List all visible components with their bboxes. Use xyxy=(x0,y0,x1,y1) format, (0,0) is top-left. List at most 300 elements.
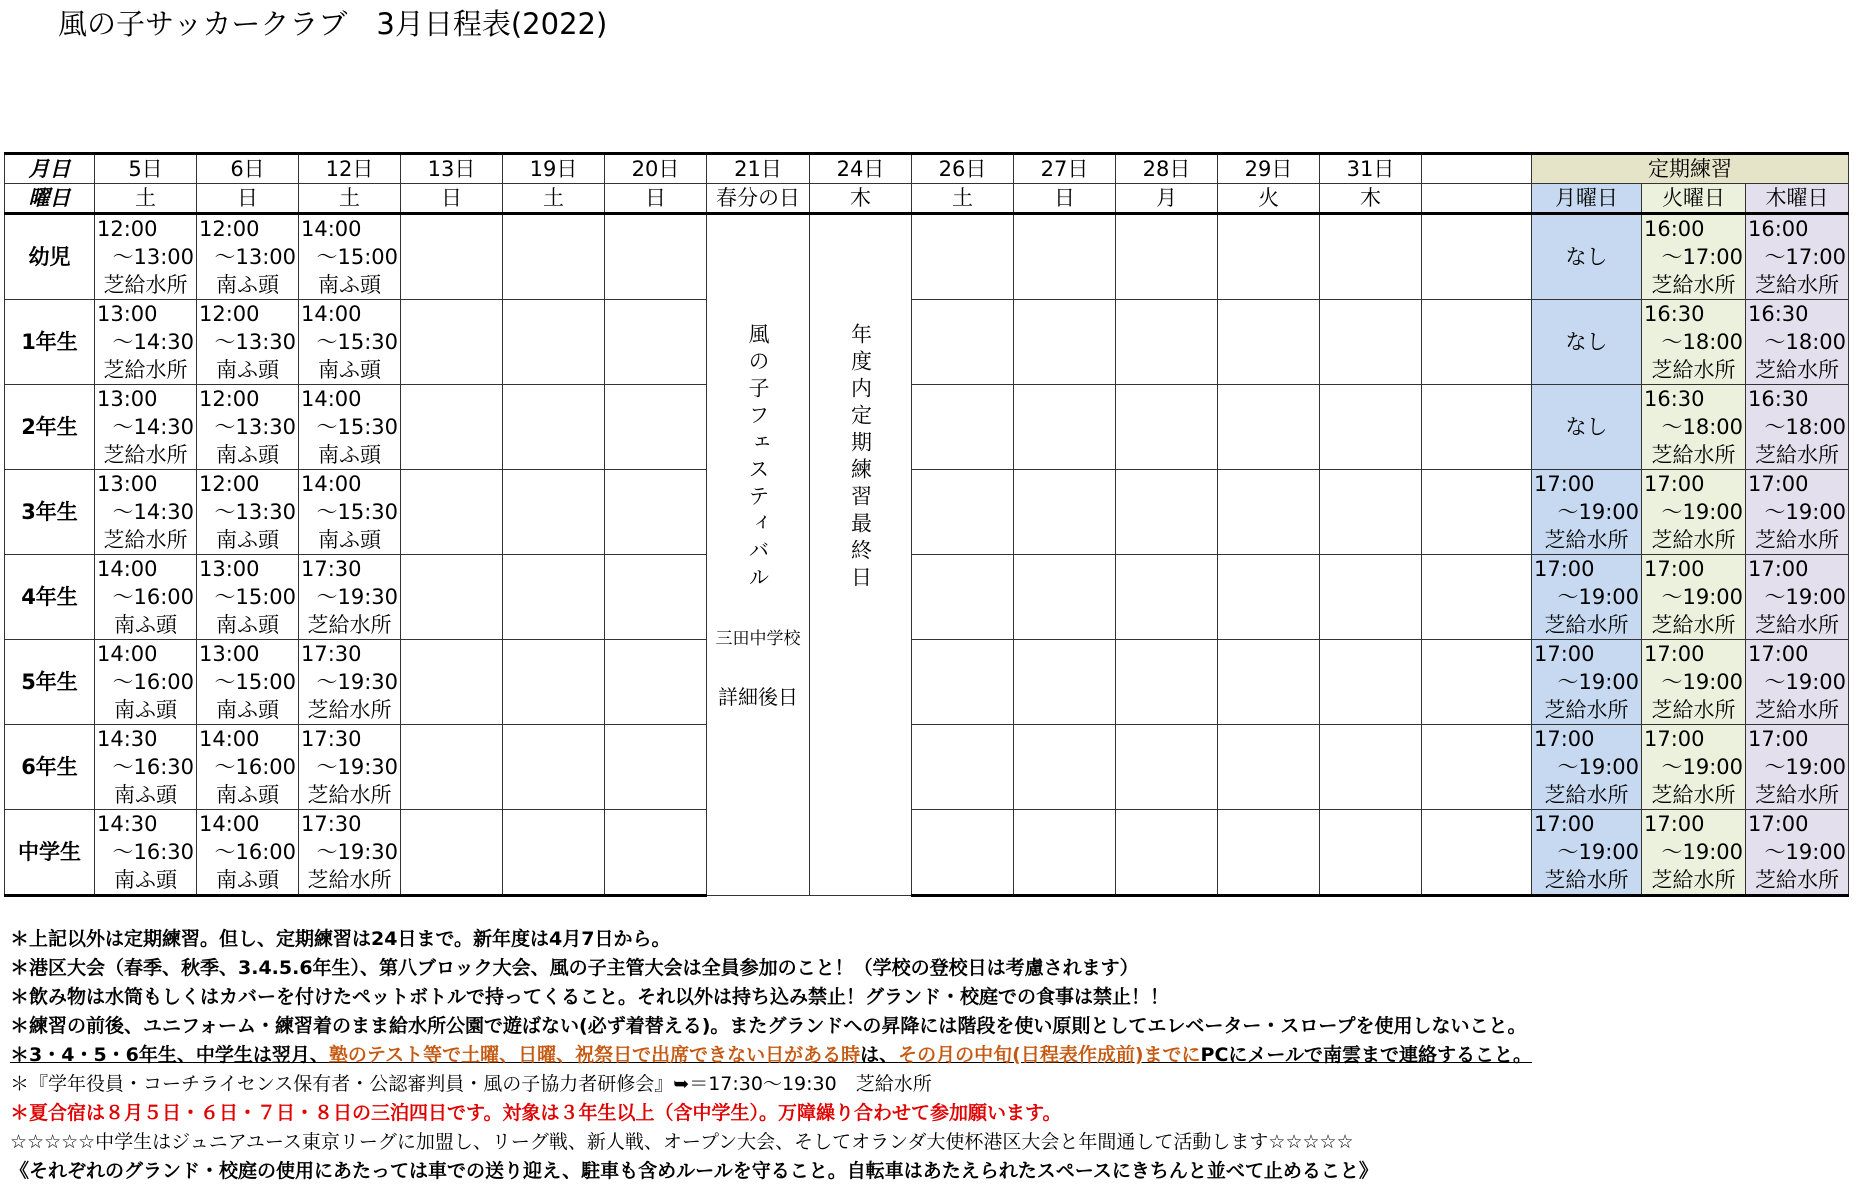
thursday-practice-line: 芝給水所 xyxy=(1755,613,1839,637)
schedule-cell-5-line: 芝給水所 xyxy=(103,358,188,382)
tuesday-practice-line: ～19:00 xyxy=(1661,755,1743,779)
schedule-cell-blank xyxy=(1422,300,1532,385)
schedule-cell-19 xyxy=(503,810,605,896)
schedule-cell-6-line: 14:00 xyxy=(199,812,260,836)
tuesday-practice-line: 17:00 xyxy=(1644,812,1705,836)
schedule-cell-6 xyxy=(197,470,299,555)
schedule-cell-5-line: 14:30 xyxy=(97,812,158,836)
note-line-contact xyxy=(10,1041,1532,1070)
schedule-cell-5-line: 12:00 xyxy=(97,217,158,241)
schedule-cell-6 xyxy=(197,385,299,470)
thursday-practice xyxy=(1746,555,1849,640)
schedule-cell-29 xyxy=(1218,385,1320,470)
schedule-cell-5 xyxy=(95,810,197,896)
schedule-cell-20 xyxy=(605,214,707,300)
schedule-cell-5-line: 13:00 xyxy=(97,472,158,496)
thursday-practice-line: 17:00 xyxy=(1748,557,1809,581)
festival-cell xyxy=(707,214,810,896)
schedule-cell-6 xyxy=(197,555,299,640)
schedule-cell-6-line: 南ふ頭 xyxy=(216,698,279,722)
schedule-cell-5 xyxy=(95,555,197,640)
header-day: 土 xyxy=(95,184,197,214)
schedule-cell-12 xyxy=(299,214,401,300)
schedule-cell-5 xyxy=(95,385,197,470)
schedule-cell-26 xyxy=(912,640,1014,725)
schedule-cell-6 xyxy=(197,214,299,300)
schedule-cell-26 xyxy=(912,555,1014,640)
schedule-cell-5-line: ～16:30 xyxy=(112,755,194,779)
schedule-cell-27 xyxy=(1014,214,1116,300)
schedule-cell-6 xyxy=(197,810,299,896)
schedule-cell-blank xyxy=(1422,214,1532,300)
monday-practice-line: 芝給水所 xyxy=(1544,613,1629,637)
schedule-cell-12 xyxy=(299,300,401,385)
schedule-cell-26 xyxy=(912,810,1014,896)
schedule-cell-12-line: 芝給水所 xyxy=(307,613,392,637)
grade-label: 6年生 xyxy=(5,725,95,810)
tuesday-practice xyxy=(1642,385,1746,470)
schedule-cell-26 xyxy=(912,470,1014,555)
schedule-cell-12 xyxy=(299,385,401,470)
schedule-cell-6-line: ～16:00 xyxy=(214,840,296,864)
monday-practice-line: 芝給水所 xyxy=(1544,528,1629,552)
schedule-cell-26 xyxy=(912,725,1014,810)
schedule-cell-6-line: 13:00 xyxy=(199,557,260,581)
schedule-cell-12 xyxy=(299,470,401,555)
grade-label: 3年生 xyxy=(5,470,95,555)
header-date: 13日 xyxy=(401,154,503,184)
monday-practice: なし xyxy=(1532,214,1642,300)
schedule-cell-19 xyxy=(503,470,605,555)
schedule-cell-blank xyxy=(1422,810,1532,896)
tuesday-practice xyxy=(1642,214,1746,300)
header-date: 20日 xyxy=(605,154,707,184)
note-part-highlight: その月の中旬(日程表作成前)までに xyxy=(898,1044,1201,1066)
tuesday-practice-line: ～19:00 xyxy=(1661,840,1743,864)
schedule-cell-6-line: 南ふ頭 xyxy=(216,273,279,297)
note-part-highlight: 塾のテスト等で土曜、日曜、祝祭日で出席できない日がある時 xyxy=(328,1044,861,1066)
schedule-cell-6-line: ～13:30 xyxy=(214,415,296,439)
tuesday-practice-line: 17:00 xyxy=(1644,727,1705,751)
tuesday-practice xyxy=(1642,555,1746,640)
schedule-cell-6-line: ～15:00 xyxy=(214,585,296,609)
header-date: 29日 xyxy=(1218,154,1320,184)
header-date: 26日 xyxy=(912,154,1014,184)
schedule-cell-6-line: ～13:00 xyxy=(214,245,296,269)
schedule-cell-12-line: ～15:30 xyxy=(316,415,398,439)
schedule-cell-12-line: 17:30 xyxy=(301,727,362,751)
schedule-cell-13 xyxy=(401,470,503,555)
thursday-practice-line: ～17:00 xyxy=(1764,245,1846,269)
note-line: ＊飲み物は水筒もしくはカバーを付けたペットボトルで持ってくること。それ以外は持ち込み禁止！グランド・校庭での食事は禁止！！ xyxy=(10,986,1170,1008)
schedule-cell-31 xyxy=(1320,640,1422,725)
schedule-cell-12-line: 14:00 xyxy=(301,472,362,496)
header-date: 24日 xyxy=(810,154,912,184)
schedule-cell-12-line: ～15:30 xyxy=(316,500,398,524)
tuesday-practice-line: 芝給水所 xyxy=(1651,868,1736,892)
schedule-cell-27 xyxy=(1014,810,1116,896)
thursday-practice-line: 芝給水所 xyxy=(1755,528,1839,552)
schedule-cell-13 xyxy=(401,214,503,300)
header-day: 火 xyxy=(1218,184,1320,214)
grade-label: 幼児 xyxy=(5,214,95,300)
schedule-cell-19 xyxy=(503,640,605,725)
schedule-cell-6-line: 14:00 xyxy=(199,727,260,751)
schedule-cell-12-line: 南ふ頭 xyxy=(318,528,381,552)
schedule-cell-29 xyxy=(1218,555,1320,640)
schedule-cell-5 xyxy=(95,214,197,300)
header-day: 土 xyxy=(503,184,605,214)
schedule-cell-19 xyxy=(503,385,605,470)
schedule-cell-5-line: 14:00 xyxy=(97,642,158,666)
final-practice-cell xyxy=(810,214,912,896)
monday-practice-line: ～19:00 xyxy=(1557,840,1639,864)
tuesday-practice-line: 17:00 xyxy=(1644,557,1705,581)
monday-practice xyxy=(1532,725,1642,810)
thursday-practice-line: ～19:00 xyxy=(1764,670,1846,694)
schedule-cell-20 xyxy=(605,555,707,640)
header-day: 日 xyxy=(1014,184,1116,214)
schedule-cell-28 xyxy=(1116,385,1218,470)
header-day: 月 xyxy=(1116,184,1218,214)
note-line: ＊上記以外は定期練習。但し、定期練習は24日まで。新年度は4月7日から。 xyxy=(10,928,671,950)
schedule-cell-5-line: 芝給水所 xyxy=(103,273,188,297)
schedule-cell-5-line: ～16:00 xyxy=(112,670,194,694)
schedule-cell-12-line: ～15:30 xyxy=(316,330,398,354)
schedule-cell-12-line: 芝給水所 xyxy=(307,783,392,807)
schedule-cell-5 xyxy=(95,300,197,385)
header-date: 6日 xyxy=(197,154,299,184)
schedule-cell-31 xyxy=(1320,555,1422,640)
schedule-cell-27 xyxy=(1014,555,1116,640)
festival-title: 風の子フェスティバル xyxy=(746,323,770,593)
schedule-cell-28 xyxy=(1116,640,1218,725)
schedule-cell-20 xyxy=(605,470,707,555)
monday-practice-line: 芝給水所 xyxy=(1544,783,1629,807)
tuesday-practice-line: ～18:00 xyxy=(1661,415,1743,439)
schedule-cell-31 xyxy=(1320,385,1422,470)
thursday-practice-line: 芝給水所 xyxy=(1755,443,1839,467)
tuesday-practice-line: 芝給水所 xyxy=(1651,273,1736,297)
monday-practice xyxy=(1532,640,1642,725)
schedule-cell-6-line: ～13:30 xyxy=(214,330,296,354)
schedule-cell-12-line: 南ふ頭 xyxy=(318,443,381,467)
schedule-cell-5-line: ～14:30 xyxy=(112,500,194,524)
festival-place: 三田中学校 xyxy=(715,629,801,649)
monday-practice: なし xyxy=(1532,385,1642,470)
schedule-cell-blank xyxy=(1422,555,1532,640)
tuesday-practice xyxy=(1642,300,1746,385)
thursday-practice-line: ～19:00 xyxy=(1764,585,1846,609)
note-part: PCにメールで南雲まで連絡すること。 xyxy=(1200,1044,1533,1066)
schedule-cell-29 xyxy=(1218,300,1320,385)
schedule-cell-5-line: 13:00 xyxy=(97,302,158,326)
schedule-cell-31 xyxy=(1320,725,1422,810)
grade-label: 1年生 xyxy=(5,300,95,385)
schedule-cell-20 xyxy=(605,810,707,896)
tuesday-practice-line: 16:30 xyxy=(1644,302,1705,326)
schedule-cell-29 xyxy=(1218,810,1320,896)
thursday-practice-line: 17:00 xyxy=(1748,642,1809,666)
schedule-cell-27 xyxy=(1014,300,1116,385)
monday-practice-line: 17:00 xyxy=(1534,642,1595,666)
schedule-cell-12-line: 14:00 xyxy=(301,387,362,411)
thursday-practice-line: 17:00 xyxy=(1748,472,1809,496)
schedule-cell-13 xyxy=(401,640,503,725)
thursday-practice-line: 芝給水所 xyxy=(1755,273,1839,297)
monday-practice-line: ～19:00 xyxy=(1557,500,1639,524)
thursday-practice-line: 16:30 xyxy=(1748,387,1809,411)
schedule-cell-27 xyxy=(1014,725,1116,810)
header-day: 木 xyxy=(1320,184,1422,214)
tuesday-practice xyxy=(1642,810,1746,896)
note-line: ＊『学年役員・コーチライセンス保有者・公認審判員・風の子協力者研修会』➥＝17:30～19:30 芝給水所 xyxy=(10,1073,932,1095)
schedule-cell-6-line: ～13:30 xyxy=(214,500,296,524)
note-line: ＊練習の前後、ユニフォーム・練習着のまま給水所公園で遊ばない(必ず着替える)。またグランドへの昇降には階段を使い原則としてエレベーター・スロープを使用しないこと。 xyxy=(10,1015,1527,1037)
header-day: 春分の日 xyxy=(707,184,810,214)
table-row xyxy=(5,470,1849,555)
schedule-cell-6-line: 12:00 xyxy=(199,472,260,496)
schedule-cell-6-line: 13:00 xyxy=(199,642,260,666)
thursday-practice-line: ～19:00 xyxy=(1764,755,1846,779)
schedule-cell-6-line: 12:00 xyxy=(199,302,260,326)
schedule-cell-blank xyxy=(1422,725,1532,810)
tuesday-practice-line: ～19:00 xyxy=(1661,500,1743,524)
schedule-cell-blank xyxy=(1422,640,1532,725)
schedule-cell-28 xyxy=(1116,300,1218,385)
header-date: 19日 xyxy=(503,154,605,184)
schedule-cell-12-line: 17:30 xyxy=(301,642,362,666)
schedule-cell-5-line: ～16:30 xyxy=(112,840,194,864)
schedule-cell-31 xyxy=(1320,810,1422,896)
thursday-practice-line: 16:00 xyxy=(1748,217,1809,241)
monday-practice xyxy=(1532,810,1642,896)
table-row xyxy=(5,810,1849,896)
header-date: 27日 xyxy=(1014,154,1116,184)
schedule-cell-6-line: 南ふ頭 xyxy=(216,528,279,552)
schedule-cell-12 xyxy=(299,640,401,725)
schedule-cell-6-line: 12:00 xyxy=(199,217,260,241)
monday-practice xyxy=(1532,470,1642,555)
schedule-cell-5-line: ～13:00 xyxy=(112,245,194,269)
header-row-dates xyxy=(5,154,1849,184)
schedule-cell-29 xyxy=(1218,214,1320,300)
tuesday-practice-line: 芝給水所 xyxy=(1651,613,1736,637)
teiki-label: 定期練習 xyxy=(1532,154,1849,184)
schedule-cell-5-line: 14:00 xyxy=(97,557,158,581)
schedule-cell-6 xyxy=(197,300,299,385)
schedule-cell-29 xyxy=(1218,470,1320,555)
thursday-practice-line: ～19:00 xyxy=(1764,500,1846,524)
thursday-practice-line: 17:00 xyxy=(1748,812,1809,836)
header-empty xyxy=(1422,184,1532,214)
thursday-practice xyxy=(1746,810,1849,896)
table-row xyxy=(5,385,1849,470)
tuesday-practice-line: 芝給水所 xyxy=(1651,528,1736,552)
schedule-cell-6-line: ～16:00 xyxy=(214,755,296,779)
thursday-practice-line: 芝給水所 xyxy=(1755,868,1839,892)
tuesday-practice xyxy=(1642,470,1746,555)
schedule-cell-20 xyxy=(605,640,707,725)
teiki-day-monday: 月曜日 xyxy=(1532,184,1642,214)
thursday-practice xyxy=(1746,640,1849,725)
schedule-cell-blank xyxy=(1422,470,1532,555)
festival-note: 詳細後日 xyxy=(718,685,798,709)
schedule-cell-13 xyxy=(401,300,503,385)
thursday-practice xyxy=(1746,214,1849,300)
tuesday-practice-line: 17:00 xyxy=(1644,472,1705,496)
schedule-cell-29 xyxy=(1218,725,1320,810)
schedule-cell-19 xyxy=(503,300,605,385)
schedule-cell-12-line: 17:30 xyxy=(301,812,362,836)
thursday-practice xyxy=(1746,725,1849,810)
schedule-cell-28 xyxy=(1116,470,1218,555)
schedule-cell-13 xyxy=(401,810,503,896)
monday-practice xyxy=(1532,555,1642,640)
schedule-cell-26 xyxy=(912,214,1014,300)
schedule-cell-12-line: 南ふ頭 xyxy=(318,273,381,297)
table-row xyxy=(5,640,1849,725)
schedule-cell-28 xyxy=(1116,725,1218,810)
tuesday-practice-line: 17:00 xyxy=(1644,642,1705,666)
note-line: ＊港区大会（春季、秋季、3.4.5.6年生）、第八ブロック大会、風の子主管大会は全員参加のこと！（学校の登校日は考慮されます） xyxy=(10,957,1139,979)
schedule-cell-12-line: ～19:30 xyxy=(316,670,398,694)
tuesday-practice-line: 芝給水所 xyxy=(1651,443,1736,467)
schedule-cell-13 xyxy=(401,725,503,810)
monday-practice-line: ～19:00 xyxy=(1557,670,1639,694)
schedule-cell-13 xyxy=(401,555,503,640)
thursday-practice-line: 芝給水所 xyxy=(1755,358,1839,382)
schedule-cell-6 xyxy=(197,725,299,810)
thursday-practice-line: 芝給水所 xyxy=(1755,698,1839,722)
schedule-cell-28 xyxy=(1116,555,1218,640)
schedule-cell-27 xyxy=(1014,470,1116,555)
schedule-table xyxy=(4,152,1849,897)
schedule-cell-5-line: ～16:00 xyxy=(112,585,194,609)
thursday-practice-line: 16:30 xyxy=(1748,302,1809,326)
schedule-cell-27 xyxy=(1014,385,1116,470)
header-day: 土 xyxy=(912,184,1014,214)
thursday-practice xyxy=(1746,300,1849,385)
schedule-cell-5-line: 南ふ頭 xyxy=(114,783,177,807)
note-line: 《それぞれのグランド・校庭の使用にあたっては車での送り迎え、駐車も含めルールを守ること。自転車はあたえられたスペースにきちんと並べて止めること》 xyxy=(10,1160,1378,1182)
schedule-cell-12-line: ～19:30 xyxy=(316,585,398,609)
schedule-cell-20 xyxy=(605,385,707,470)
tuesday-practice xyxy=(1642,640,1746,725)
schedule-cell-19 xyxy=(503,555,605,640)
table-row xyxy=(5,300,1849,385)
monday-practice-line: 17:00 xyxy=(1534,812,1595,836)
note-part: は、 xyxy=(860,1044,899,1066)
thursday-practice-line: ～19:00 xyxy=(1764,840,1846,864)
schedule-cell-12 xyxy=(299,725,401,810)
schedule-cell-26 xyxy=(912,300,1014,385)
monday-practice-line: 17:00 xyxy=(1534,727,1595,751)
schedule-cell-6-line: 12:00 xyxy=(199,387,260,411)
schedule-cell-5-line: 14:30 xyxy=(97,727,158,751)
table-row xyxy=(5,725,1849,810)
monday-practice-line: 17:00 xyxy=(1534,557,1595,581)
schedule-cell-6-line: 南ふ頭 xyxy=(216,783,279,807)
tuesday-practice-line: ～18:00 xyxy=(1661,330,1743,354)
schedule-cell-5 xyxy=(95,725,197,810)
header-row-days xyxy=(5,184,1849,214)
schedule-cell-6-line: 南ふ頭 xyxy=(216,868,279,892)
note-line-camp: ＊夏合宿は８月５日・６日・７日・８日の三泊四日です。対象は３年生以上（含中学生）。万障繰り合わせて参加願います。 xyxy=(10,1102,1062,1124)
monday-practice-line: ～19:00 xyxy=(1557,755,1639,779)
schedule-cell-12-line: ～19:30 xyxy=(316,840,398,864)
tuesday-practice-line: 16:30 xyxy=(1644,387,1705,411)
tuesday-practice-line: ～19:00 xyxy=(1661,585,1743,609)
notes-section xyxy=(10,925,1532,1186)
schedule-cell-19 xyxy=(503,725,605,810)
tuesday-practice-line: ～17:00 xyxy=(1661,245,1743,269)
tuesday-practice xyxy=(1642,725,1746,810)
table-row xyxy=(5,214,1849,300)
header-day: 木 xyxy=(810,184,912,214)
note-part: ＊3・4・5・6年生、中学生は翌月、 xyxy=(10,1044,329,1066)
schedule-cell-5-line: 13:00 xyxy=(97,387,158,411)
schedule-cell-20 xyxy=(605,300,707,385)
tuesday-practice-line: 芝給水所 xyxy=(1651,358,1736,382)
schedule-cell-5-line: 芝給水所 xyxy=(103,443,188,467)
schedule-cell-13 xyxy=(401,385,503,470)
schedule-cell-12-line: 17:30 xyxy=(301,557,362,581)
schedule-cell-26 xyxy=(912,385,1014,470)
schedule-cell-blank xyxy=(1422,385,1532,470)
schedule-cell-5-line: ～14:30 xyxy=(112,330,194,354)
schedule-cell-6-line: 南ふ頭 xyxy=(216,443,279,467)
header-date: 5日 xyxy=(95,154,197,184)
header-day: 日 xyxy=(605,184,707,214)
thursday-practice-line: 17:00 xyxy=(1748,727,1809,751)
thursday-practice xyxy=(1746,385,1849,470)
schedule-cell-5 xyxy=(95,640,197,725)
thursday-practice xyxy=(1746,470,1849,555)
monday-practice-line: 芝給水所 xyxy=(1544,868,1629,892)
grade-label: 4年生 xyxy=(5,555,95,640)
schedule-cell-12-line: 14:00 xyxy=(301,302,362,326)
schedule-cell-5 xyxy=(95,470,197,555)
final-practice-text: 年度内定期練習最終日 xyxy=(848,323,873,593)
corner-day-label: 曜日 xyxy=(5,184,95,214)
schedule-cell-6 xyxy=(197,640,299,725)
teiki-day-thursday: 木曜日 xyxy=(1746,184,1849,214)
schedule-cell-5-line: 南ふ頭 xyxy=(114,868,177,892)
tuesday-practice-line: 芝給水所 xyxy=(1651,698,1736,722)
schedule-cell-5-line: 芝給水所 xyxy=(103,528,188,552)
schedule-cell-12-line: 芝給水所 xyxy=(307,868,392,892)
thursday-practice-line: ～18:00 xyxy=(1764,330,1846,354)
schedule-cell-6-line: 南ふ頭 xyxy=(216,613,279,637)
teiki-day-tuesday: 火曜日 xyxy=(1642,184,1746,214)
schedule-cell-12 xyxy=(299,555,401,640)
table-row xyxy=(5,555,1849,640)
tuesday-practice-line: 芝給水所 xyxy=(1651,783,1736,807)
monday-practice: なし xyxy=(1532,300,1642,385)
schedule-cell-31 xyxy=(1320,300,1422,385)
grade-label: 5年生 xyxy=(5,640,95,725)
schedule-cell-12-line: 南ふ頭 xyxy=(318,358,381,382)
note-line: ☆☆☆☆☆中学生はジュニアユース東京リーグに加盟し、リーグ戦、新人戦、オープン大会、そしてオランダ大使杯港区大会と年間通して活動します☆☆☆☆☆ xyxy=(10,1131,1354,1153)
schedule-cell-28 xyxy=(1116,810,1218,896)
schedule-cell-12-line: ～15:00 xyxy=(316,245,398,269)
schedule-cell-12-line: 芝給水所 xyxy=(307,698,392,722)
header-date: 21日 xyxy=(707,154,810,184)
schedule-cell-6-line: 南ふ頭 xyxy=(216,358,279,382)
schedule-cell-5-line: 南ふ頭 xyxy=(114,698,177,722)
schedule-cell-29 xyxy=(1218,640,1320,725)
